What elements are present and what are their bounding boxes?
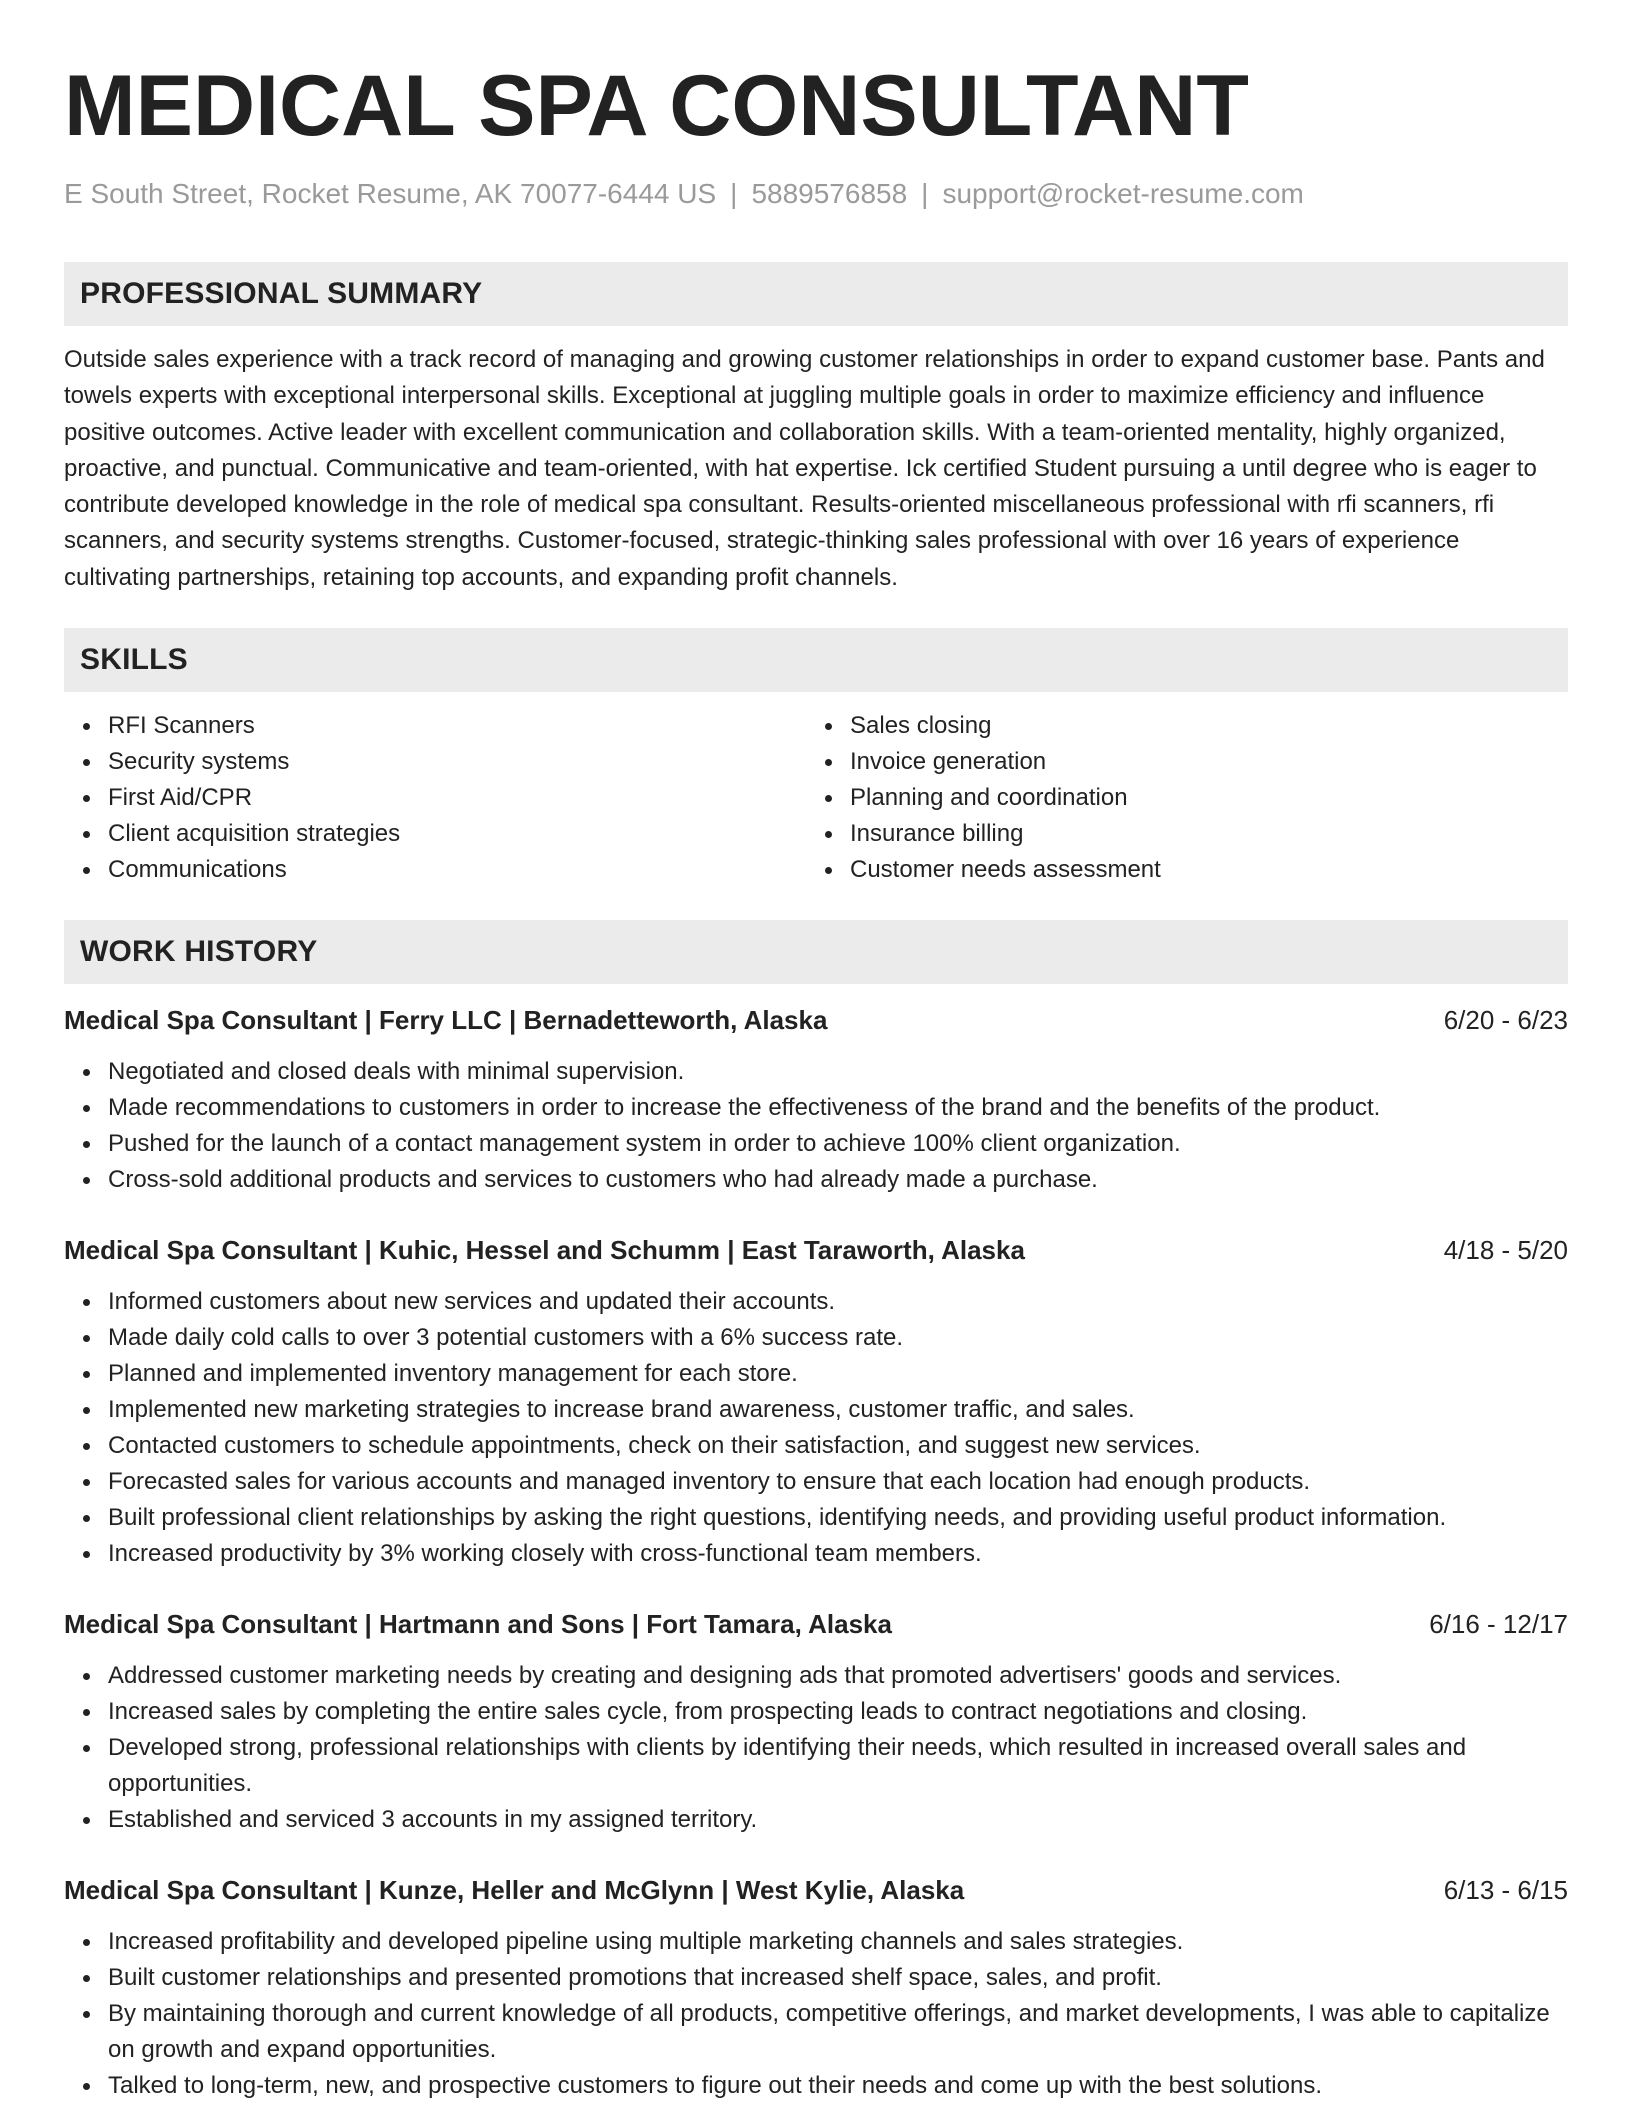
job-bullet: By maintaining thorough and current knowledge of all products, competitive offerings, and market developments, I was able to capitalize on growth and expand opportunities. [108,1996,1568,2068]
resume-name: MEDICAL SPA CONSULTANT [64,58,1249,154]
job-bullet: Increased profitability and developed pipeline using multiple marketing channels and sales strategies. [108,1924,1568,1960]
summary-heading: PROFESSIONAL SUMMARY [64,262,1568,326]
job-bullet: Implemented new marketing strategies to increase brand awareness, customer traffic, and sales. [108,1392,1568,1428]
job-bullets [64,1054,1568,1198]
job-bullets [64,1284,1568,1572]
job-bullet: Developed strong, professional relationships with clients by identifying their needs, which resulted in increased overall sales and opportunities. [108,1730,1568,1802]
job-entry [64,1606,1568,1838]
job-header [64,1002,1568,1038]
job-bullet: Made daily cold calls to over 3 potential customers with a 6% success rate. [108,1320,1568,1356]
job-entry [64,1232,1568,1572]
job-dates: 4/18 - 5/20 [1443,1235,1568,1266]
job-bullet: Addressed customer marketing needs by creating and designing ads that promoted advertisers' goods and services. [108,1658,1568,1694]
skill-item: Security systems [108,744,806,780]
skills-column-right [806,708,1548,888]
job-bullet: Established and serviced 3 accounts in my assigned territory. [108,1802,1568,1838]
skill-item: Communications [108,852,806,888]
job-header [64,1606,1568,1642]
job-bullet: Planned and implemented inventory management for each store. [108,1356,1568,1392]
job-bullet: Pushed for the launch of a contact management system in order to achieve 100% client organization. [108,1126,1568,1162]
professional-summary-section [64,262,1568,596]
contact-email: support@rocket-resume.com [942,178,1304,209]
job-bullet: Contacted customers to schedule appointments, check on their satisfaction, and suggest new services. [108,1428,1568,1464]
job-title: Medical Spa Consultant | Hartmann and Sons | Fort Tamara, Alaska [64,1609,892,1640]
skill-item: Planning and coordination [850,780,1548,816]
job-bullet: Talked to long-term, new, and prospective customers to figure out their needs and come up with the best solutions. [108,2068,1568,2104]
contact-separator: | [921,178,929,209]
skills-column-left [64,708,806,888]
work-heading: WORK HISTORY [64,920,1568,984]
job-bullet: Built professional client relationships by asking the right questions, identifying needs, and providing useful product information. [108,1500,1568,1536]
job-dates: 6/20 - 6/23 [1443,1005,1568,1036]
skill-item: First Aid/CPR [108,780,806,816]
job-title: Medical Spa Consultant | Kunze, Heller and McGlynn | West Kylie, Alaska [64,1875,965,1906]
job-bullets [64,1924,1568,2104]
skills-heading: SKILLS [64,628,1568,692]
job-title: Medical Spa Consultant | Ferry LLC | Bernadetteworth, Alaska [64,1005,828,1036]
job-entry [64,1872,1568,2104]
job-dates: 6/16 - 12/17 [1429,1609,1568,1640]
job-bullet: Negotiated and closed deals with minimal supervision. [108,1054,1568,1090]
job-bullet: Informed customers about new services and updated their accounts. [108,1284,1568,1320]
job-title: Medical Spa Consultant | Kuhic, Hessel and Schumm | East Taraworth, Alaska [64,1235,1025,1266]
summary-text: Outside sales experience with a track record of managing and growing customer relationships in order to expand customer base. Pants and towels experts with exceptional interpersonal skills. Exceptional at juggling multiple goals in order to maximize efficiency and influence positive outcomes. Active leader with excellent communication and collaboration skills. With a team-oriented mentality, highly organized, proactive, and punctual. Communicative and team-oriented, with hat expertise. Ick certified Student pursuing a until degree who is eager to contribute developed knowledge in the role of medical spa consultant. Results-oriented miscellaneous professional with rfi scanners, rfi scanners, and security systems strengths. Customer-focused, strategic-thinking sales professional with over 16 years of experience cultivating partnerships, retaining top accounts, and expanding profit channels. [64,346,1545,591]
skills-section [64,628,1568,888]
skill-item: Invoice generation [850,744,1548,780]
skill-item: Customer needs assessment [850,852,1548,888]
job-dates: 6/13 - 6/15 [1443,1875,1568,1906]
job-bullet: Increased productivity by 3% working closely with cross-functional team members. [108,1536,1568,1572]
job-bullets [64,1658,1568,1838]
contact-separator: | [730,178,738,209]
contact-phone: 5889576858 [751,178,908,209]
job-header [64,1872,1568,1908]
skill-item: Sales closing [850,708,1548,744]
job-header [64,1232,1568,1268]
skill-item: Client acquisition strategies [108,816,806,852]
work-history-section [64,920,1568,2104]
job-bullet: Made recommendations to customers in order to increase the effectiveness of the brand and the benefits of the product. [108,1090,1568,1126]
job-bullet: Built customer relationships and presented promotions that increased shelf space, sales, and profit. [108,1960,1568,1996]
job-bullet: Increased sales by completing the entire sales cycle, from prospecting leads to contract negotiations and closing. [108,1694,1568,1730]
contact-line [64,176,1568,212]
job-bullet: Cross-sold additional products and services to customers who had already made a purchase. [108,1162,1568,1198]
skill-item: RFI Scanners [108,708,806,744]
contact-address: E South Street, Rocket Resume, AK 70077-6444 US [64,178,717,209]
job-entry [64,1002,1568,1198]
skills-grid [64,708,1568,888]
job-bullet: Forecasted sales for various accounts and managed inventory to ensure that each location had enough products. [108,1464,1568,1500]
skill-item: Insurance billing [850,816,1548,852]
